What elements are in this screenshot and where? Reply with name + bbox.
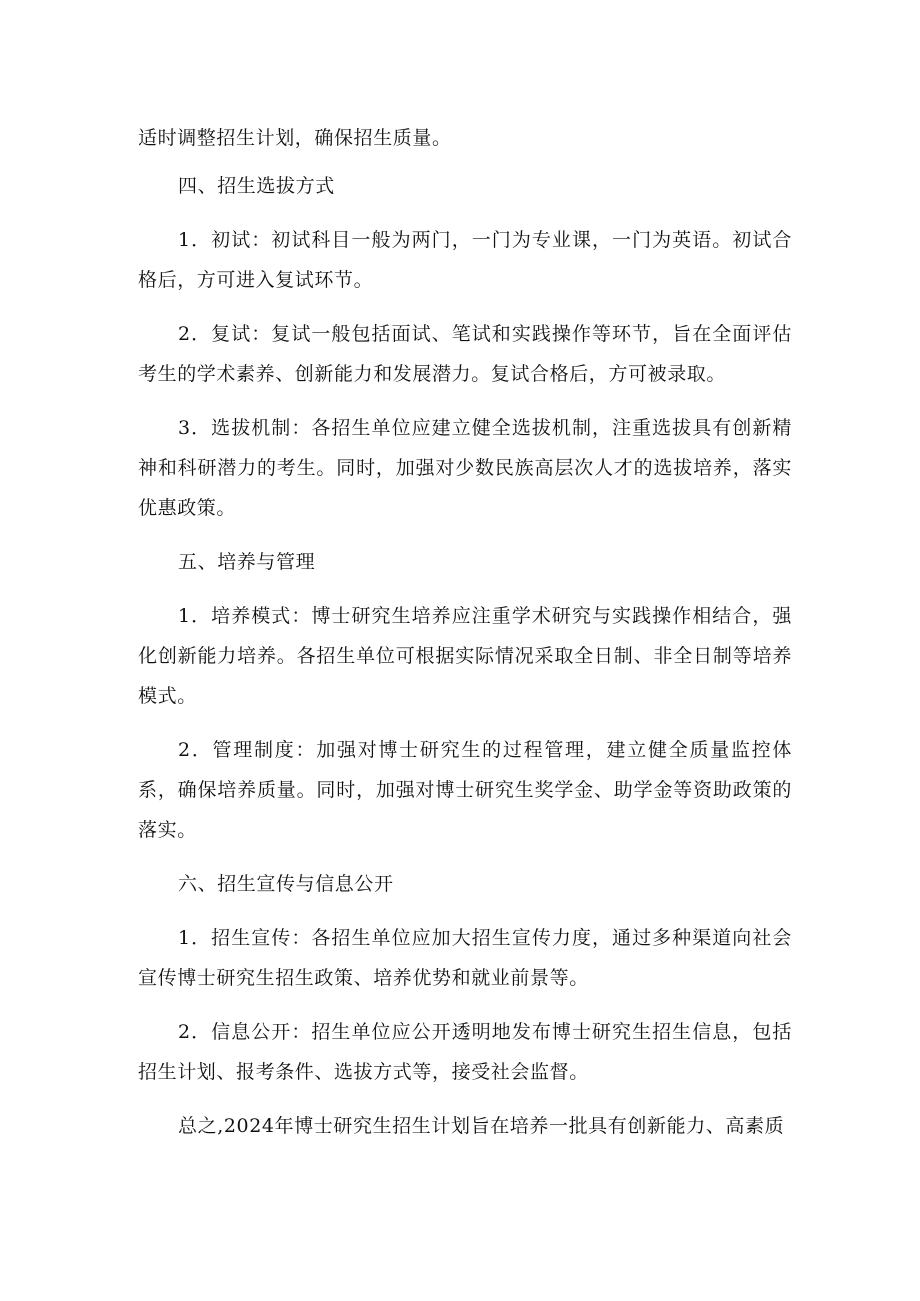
paragraph-preliminary-exam: 1．初试：初试科目一般为两门，一门为专业课，一门为英语。初试合格后，方可进入复试环节。 bbox=[138, 229, 792, 291]
section-heading-selection-methods: 四、招生选拔方式 bbox=[178, 175, 335, 197]
paragraph-retest: 2．复试：复试一般包括面试、笔试和实践操作等环节，旨在全面评估考生的学术素养、创新能力和发展潜力。复试合格后，方可被录取。 bbox=[138, 323, 792, 385]
document-body bbox=[138, 118, 792, 1160]
paragraph-conclusion: 总之,2024年博士研究生招生计划旨在培养一批具有创新能力、高素质 bbox=[178, 1115, 785, 1137]
paragraph-continuation: 适时调整招生计划，确保招生质量。 bbox=[138, 127, 452, 149]
paragraph-selection-mechanism: 3．选拔机制：各招生单位应建立健全选拔机制，注重选拔具有创新精神和科研潜力的考生。同时，加强对少数民族高层次人才的选拔培养，落实优惠政策。 bbox=[138, 417, 792, 519]
section-heading-publicity-disclosure: 六、招生宣传与信息公开 bbox=[178, 873, 394, 895]
section-heading-training-management: 五、培养与管理 bbox=[178, 551, 316, 573]
paragraph-recruitment-publicity: 1．招生宣传：各招生单位应加大招生宣传力度，通过多种渠道向社会宣传博士研究生招生政策、培养优势和就业前景等。 bbox=[138, 927, 792, 989]
paragraph-management-system: 2．管理制度：加强对博士研究生的过程管理，建立健全质量监控体系，确保培养质量。同时，加强对博士研究生奖学金、助学金等资助政策的落实。 bbox=[138, 739, 792, 841]
paragraph-information-disclosure: 2．信息公开：招生单位应公开透明地发布博士研究生招生信息，包括招生计划、报考条件、选拔方式等，接受社会监督。 bbox=[138, 1021, 792, 1083]
paragraph-training-mode: 1．培养模式：博士研究生培养应注重学术研究与实践操作相结合，强化创新能力培养。各招生单位可根据实际情况采取全日制、非全日制等培养模式。 bbox=[138, 605, 792, 707]
